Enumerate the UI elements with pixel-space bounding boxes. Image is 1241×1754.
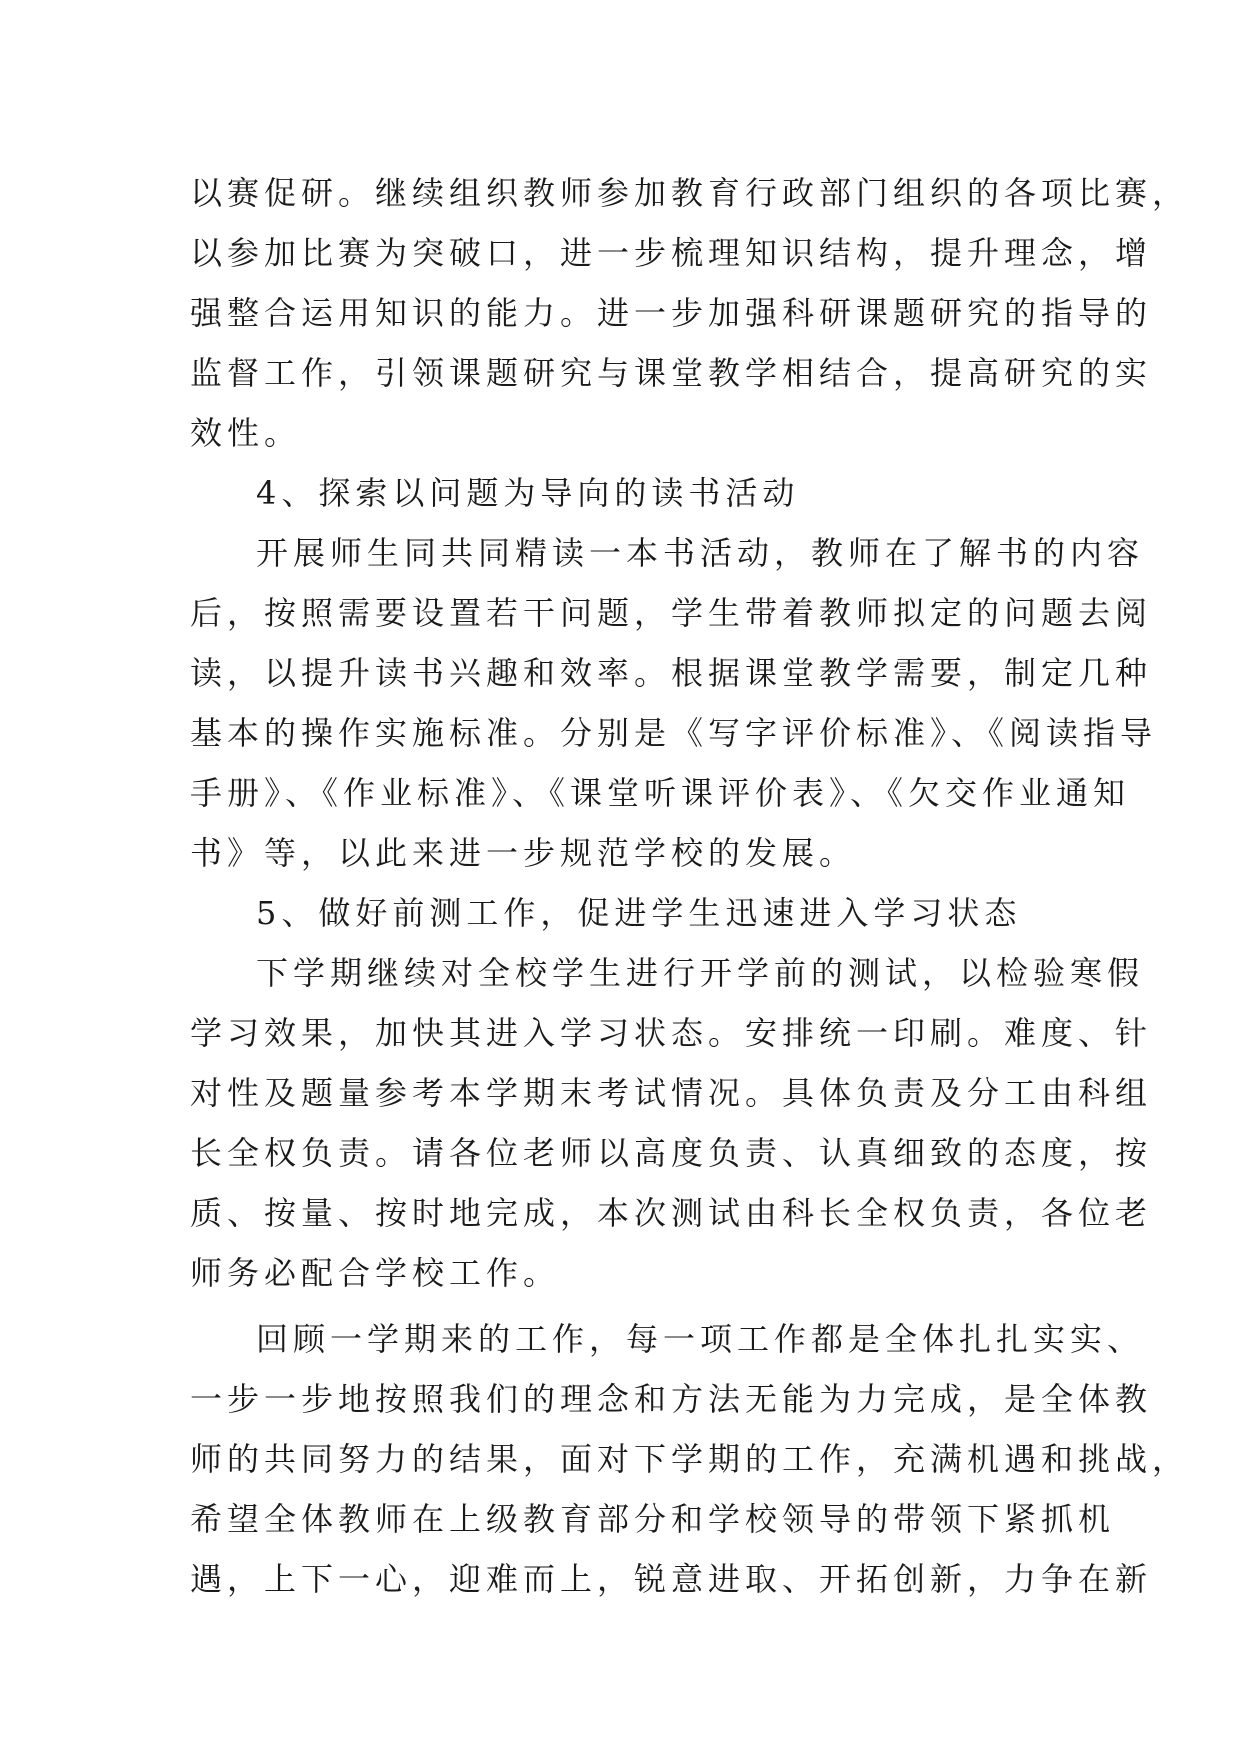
paragraph-line: 监督工作，引领课题研究与课堂教学相结合，提高研究的实 [190,354,1153,392]
section-heading: 4、探索以问题为导向的读书活动 [256,474,800,512]
section-heading: 5、做好前测工作，促进学生迅速进入学习状态 [256,894,1022,932]
paragraph-line: 一步一步地按照我们的理念和方法无能为力完成，是全体教 [190,1380,1153,1418]
paragraph-line: 遇，上下一心，迎难而上，锐意进取、开拓创新，力争在新 [190,1560,1153,1598]
paragraph-line: 师的共同努力的结果，面对下学期的工作，充满机遇和挑战， [190,1440,1190,1478]
paragraph-line: 师务必配合学校工作。 [190,1254,561,1292]
paragraph-line: 下学期继续对全校学生进行开学前的测试，以检验寒假 [256,954,1145,992]
paragraph-line: 质、按量、按时地完成，本次测试由科长全权负责，各位老 [190,1194,1153,1232]
paragraph-line: 学习效果，加快其进入学习状态。安排统一印刷。难度、针 [190,1014,1153,1052]
paragraph-line: 基本的操作实施标准。分别是《写字评价标准》、《阅读指导 [190,714,1158,752]
paragraph-line: 强整合运用知识的能力。进一步加强科研课题研究的指导的 [190,294,1153,332]
paragraph-line: 长全权负责。请各位老师以高度负责、认真细致的态度，按 [190,1134,1153,1172]
document-body [190,163,1190,1609]
paragraph-line: 手册》、《作业标准》、《课堂听课评价表》、《欠交作业通知 [190,774,1131,812]
paragraph-line: 后，按照需要设置若干问题，学生带着教师拟定的问题去阅 [190,594,1153,632]
paragraph-line: 开展师生同共同精读一本书活动，教师在了解书的内容 [256,534,1145,572]
paragraph-line: 以参加比赛为突破口，进一步梳理知识结构，提升理念，增 [190,234,1153,272]
paragraph-line: 回顾一学期来的工作，每一项工作都是全体扎扎实实、 [256,1320,1145,1358]
paragraph-line: 对性及题量参考本学期末考试情况。具体负责及分工由科组 [190,1074,1153,1112]
paragraph-line: 读，以提升读书兴趣和效率。根据课堂教学需要，制定几种 [190,654,1153,692]
paragraph-line: 希望全体教师在上级教育部分和学校领导的带领下紧抓机 [190,1500,1116,1538]
paragraph-line: 效性。 [190,414,302,452]
paragraph-line: 书》等，以此来进一步规范学校的发展。 [190,834,857,872]
paragraph-line: 以赛促研。继续组织教师参加教育行政部门组织的各项比赛， [190,174,1190,212]
